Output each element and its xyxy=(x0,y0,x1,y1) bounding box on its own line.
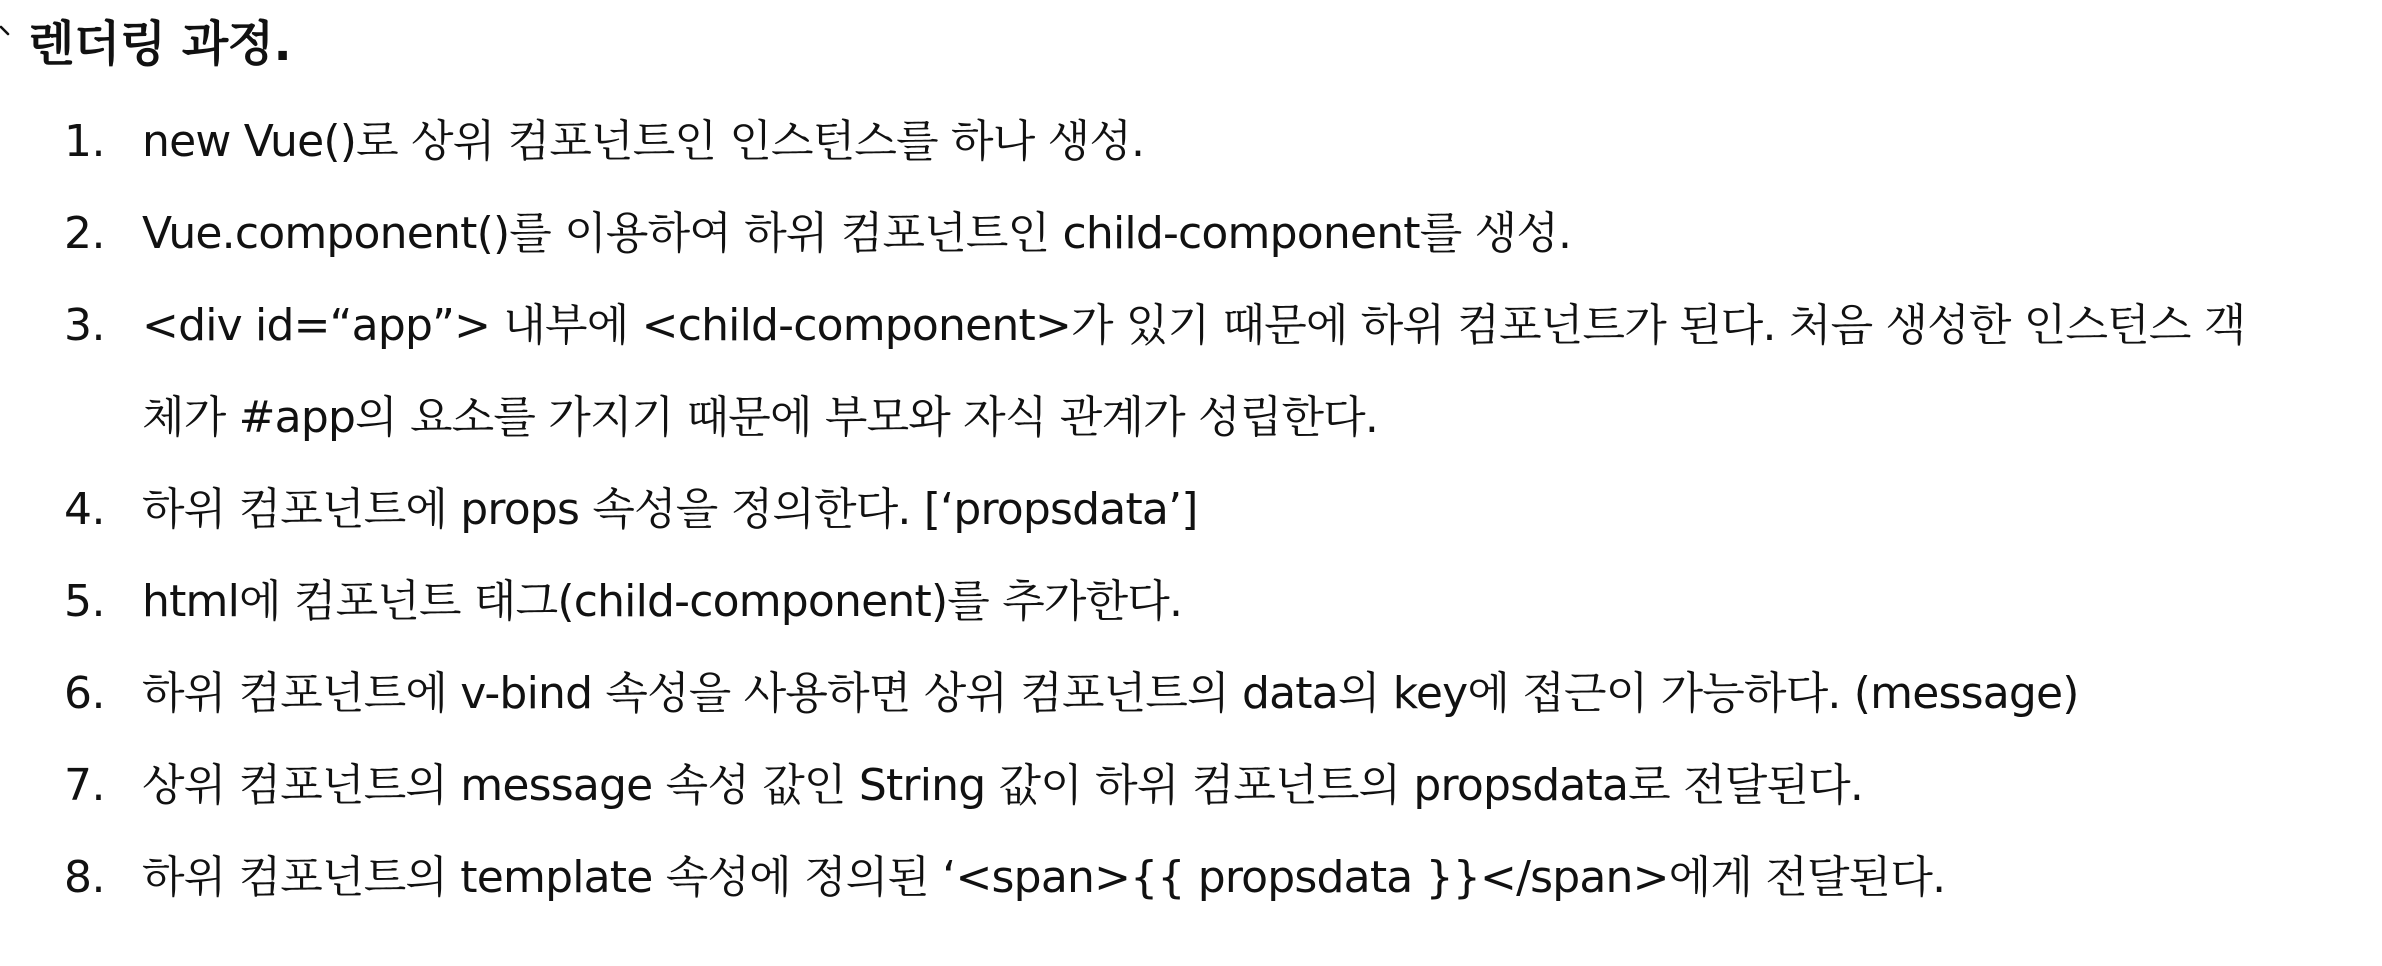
step-text-continuation: 체가 #app의 요소를 가지기 때문에 부모와 자식 관계가 성립한다. xyxy=(142,392,1379,443)
section-heading xyxy=(0,8,291,80)
step-text: 상위 컴포넌트의 message 속성 값인 String 값이 하위 컴포넌트의 propsdata로 전달된다. xyxy=(142,760,1864,811)
step-number: 4. xyxy=(64,484,105,535)
step-text: 하위 컴포넌트에 props 속성을 정의한다. [‘propsdata’] xyxy=(142,484,1198,535)
step-row xyxy=(0,280,2382,372)
step-text: html에 컴포넌트 태그(child-component)를 추가한다. xyxy=(142,576,1183,627)
step-row xyxy=(0,96,2382,188)
step-number: 5. xyxy=(64,576,105,627)
step-number: 7. xyxy=(64,760,105,811)
step-item xyxy=(0,832,2382,924)
step-text: new Vue()로 상위 컴포넌트인 인스턴스를 하나 생성. xyxy=(142,116,1145,167)
step-continuation-row xyxy=(0,372,2382,464)
step-row xyxy=(0,556,2382,648)
step-number: 6. xyxy=(64,668,105,719)
step-item xyxy=(0,556,2382,648)
step-text: 하위 컴포넌트의 template 속성에 정의된 ‘<span>{{ propsdata }}</span>에게 전달된다. xyxy=(142,852,1946,903)
section-title: 렌더링 과정. xyxy=(28,16,292,72)
step-row xyxy=(0,832,2382,924)
step-number: 8. xyxy=(64,852,105,903)
step-text: <div id=“app”> 내부에 <child-component>가 있기 때문에 하위 컴포넌트가 된다. 처음 생성한 인스턴스 객 xyxy=(142,300,2246,351)
check-mark-icon xyxy=(0,24,10,44)
step-number: 2. xyxy=(64,208,105,259)
step-row xyxy=(0,740,2382,832)
step-text: 하위 컴포넌트에 v-bind 속성을 사용하면 상위 컴포넌트의 data의 key에 접근이 가능하다. (message) xyxy=(142,668,2079,719)
step-text: Vue.component()를 이용하여 하위 컴포넌트인 child-component를 생성. xyxy=(142,208,1572,259)
step-row xyxy=(0,648,2382,740)
step-item xyxy=(0,464,2382,556)
step-item xyxy=(0,740,2382,832)
step-number: 3. xyxy=(64,300,105,351)
step-item xyxy=(0,96,2382,188)
step-item xyxy=(0,280,2382,464)
step-number: 1. xyxy=(64,116,105,167)
step-item xyxy=(0,188,2382,280)
step-item xyxy=(0,648,2382,740)
rendering-steps-list xyxy=(0,96,2382,924)
step-row xyxy=(0,188,2382,280)
step-row xyxy=(0,464,2382,556)
